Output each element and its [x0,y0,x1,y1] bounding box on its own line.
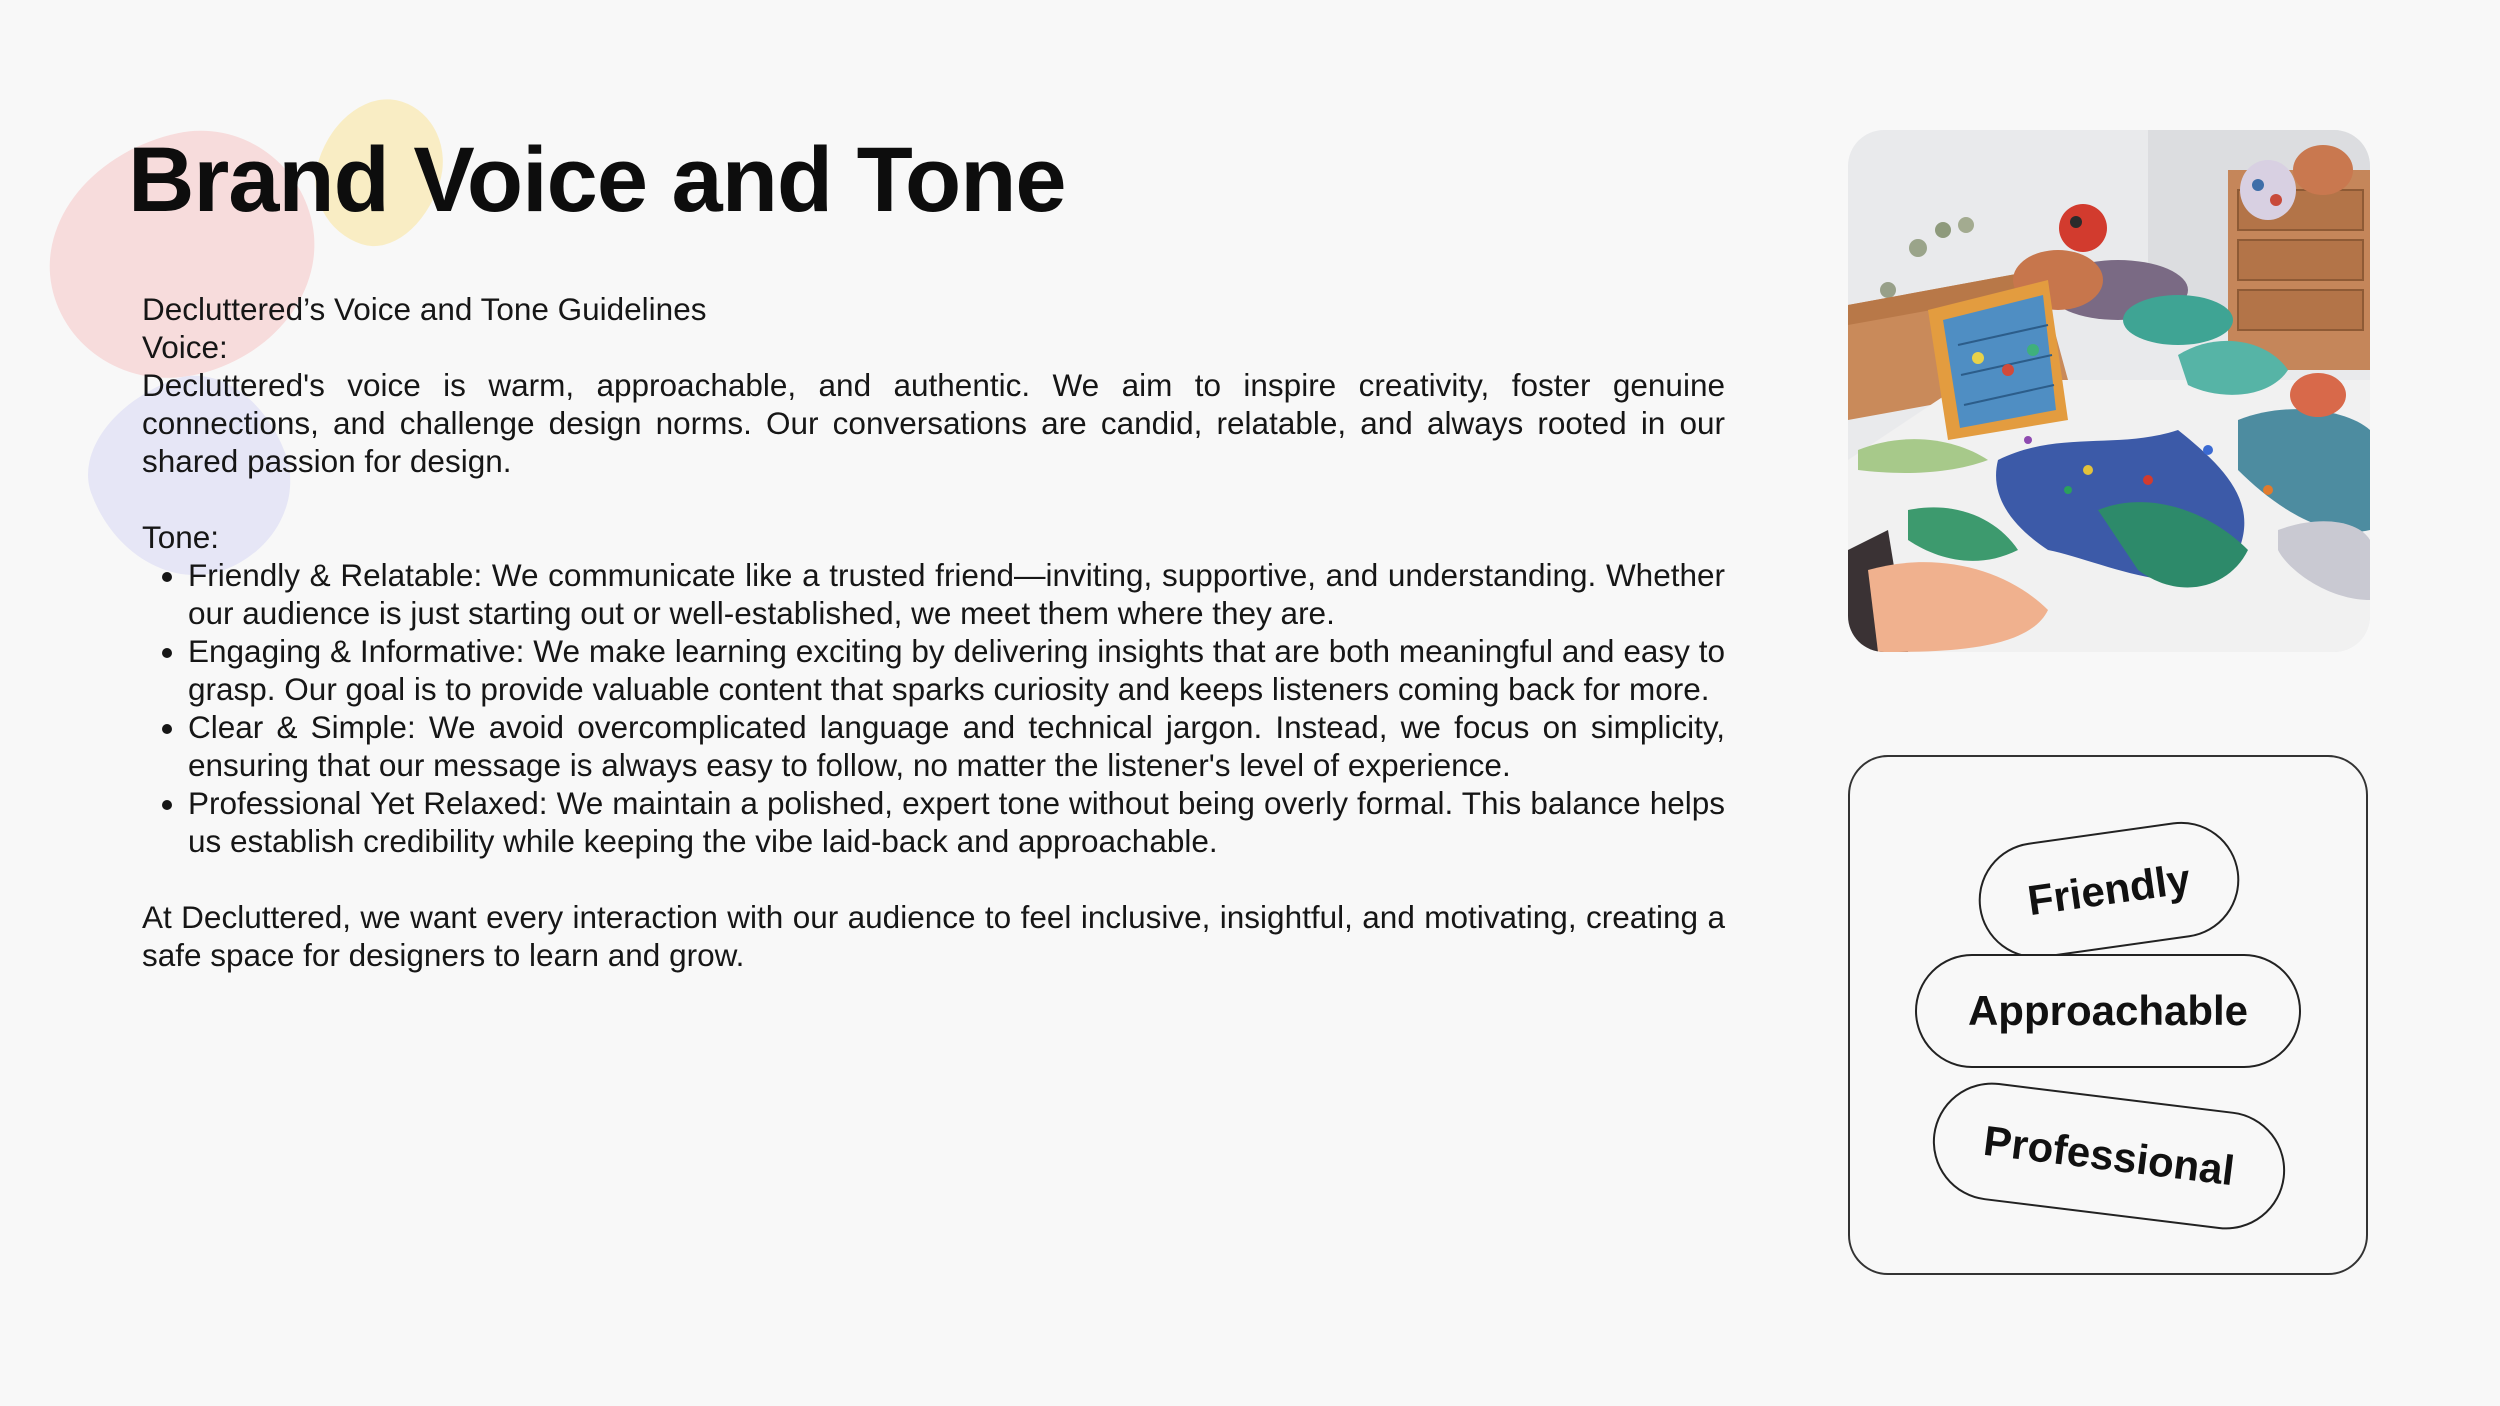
tone-pill-friendly: Friendly [1971,814,2247,965]
spacer [142,860,1725,898]
tone-list-item: • Engaging & Informative: We make learning exciting by delivering insights that are both meaningful and easy to grasp. Our goal is to provide valuable content that sparks curiosity and keeps listeners coming back for more. [188,632,1725,708]
tone-words-card [1848,755,2368,1275]
guidelines-heading: Decluttered’s Voice and Tone Guidelines [142,291,707,327]
closing-paragraph: At Decluttered, we want every interaction with our audience to feel inclusive, insightful, and motivating, creating a safe space for designers to learn and grow. [142,899,1725,973]
tone-list-item: • Friendly & Relatable: We communicate like a trusted friend—inviting, supportive, and understanding. Whether our audience is just starting out or well-established, we meet them where they are. [188,556,1725,632]
tone-pill-approachable: Approachable [1915,954,2301,1068]
messy-bedroom-photo [1848,130,2370,652]
guidelines-body [142,290,1725,974]
tone-label: Tone: [142,519,220,555]
voice-paragraph: Decluttered's voice is warm, approachable, and authentic. We aim to inspire creativity, foster genuine connections, and challenge design norms. Our conversations are candid, relatable, and always rooted in our shared passion for design. [142,367,1725,479]
page-title: Brand Voice and Tone [128,129,1066,231]
tone-list-item: • Clear & Simple: We avoid overcomplicated language and technical jargon. Instead, we focus on simplicity, ensuring that our message is always easy to follow, no matter the listener's level of experience. [188,708,1725,784]
spacer [142,480,1725,518]
voice-label: Voice: [142,329,228,365]
tone-pill-professional: Professional [1926,1076,2292,1236]
tone-list-item: • Professional Yet Relaxed: We maintain a polished, expert tone without being overly formal. This balance helps us establish credibility while keeping the vibe laid-back and approachable. [188,784,1725,860]
tone-list [142,556,1725,860]
